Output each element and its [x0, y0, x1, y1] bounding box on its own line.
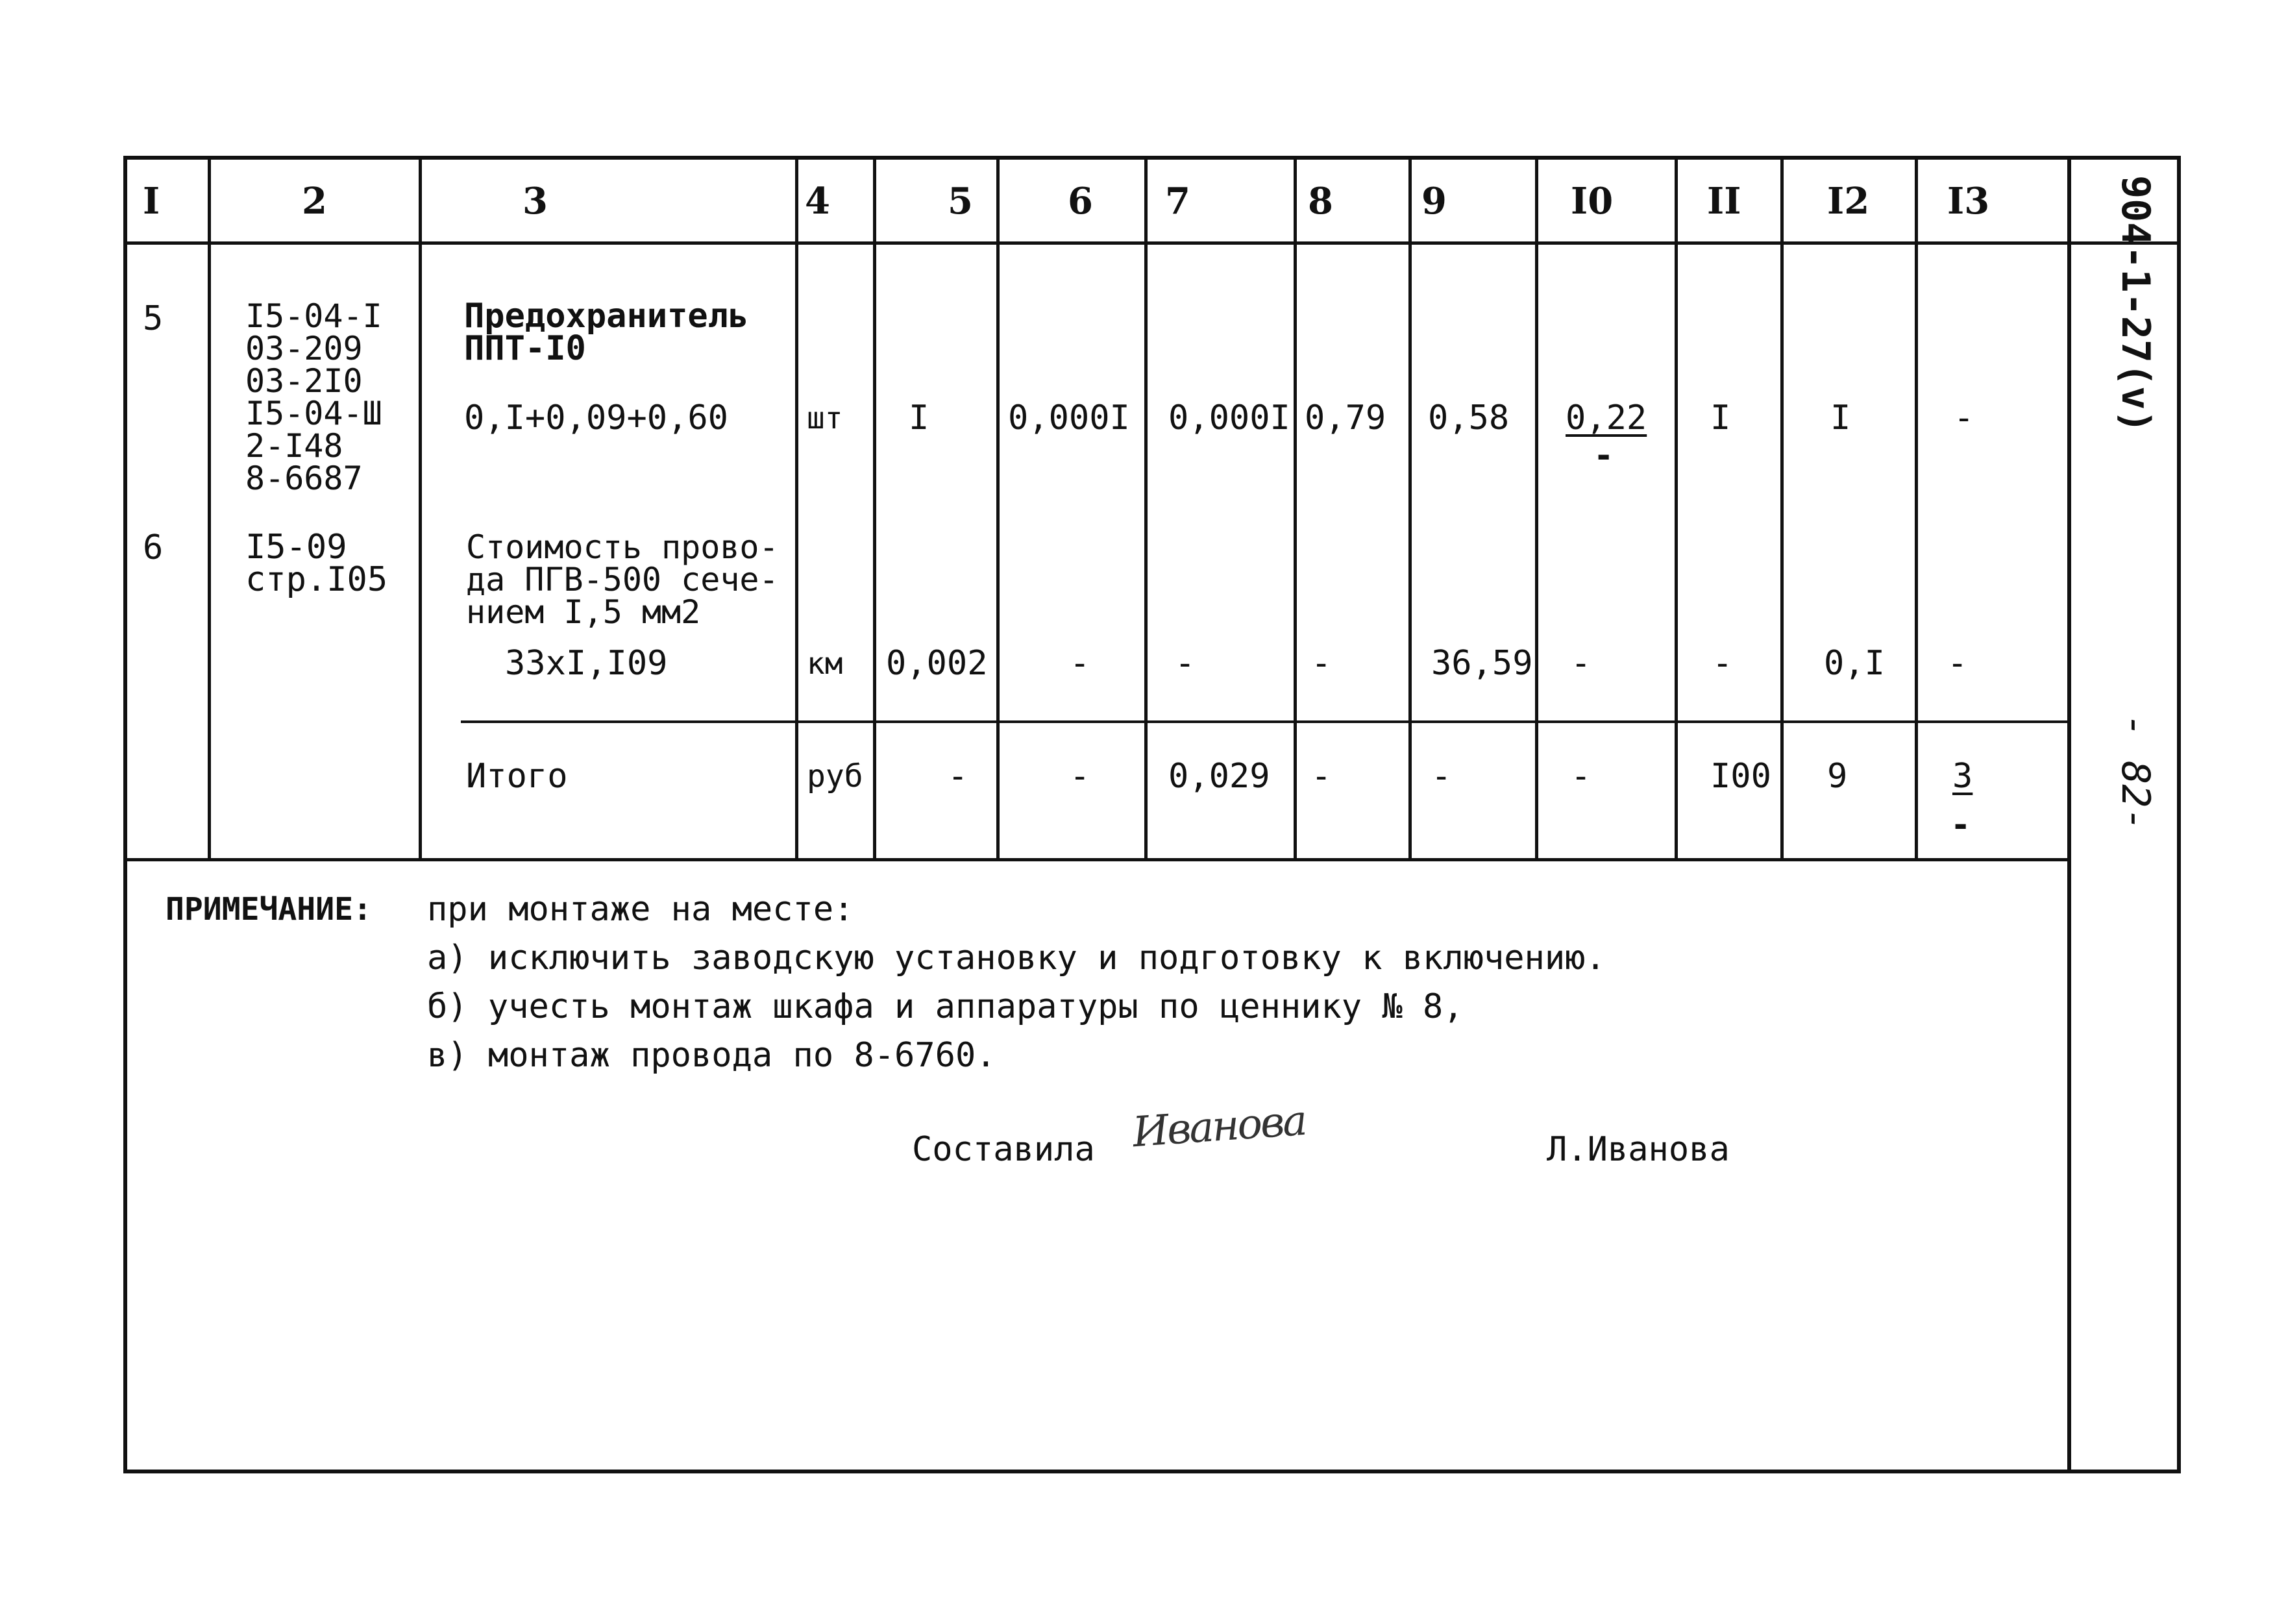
cell-c5: 0,002	[886, 644, 988, 683]
col-sep-11	[1780, 156, 1784, 860]
code-line: I5-04-Ш	[245, 395, 382, 432]
code-line: стр.I05	[245, 560, 388, 599]
header-divider	[123, 241, 2181, 245]
col-sep-7	[1294, 156, 1297, 860]
cell-c12: 0,I	[1824, 644, 1885, 683]
table-bottom-divider	[123, 858, 2071, 861]
cell-c10: -	[1571, 644, 1592, 683]
note-label: ПРИМЕЧАНИЕ:	[166, 891, 372, 928]
col-header-12: I2	[1827, 180, 1870, 223]
col-sep-1	[208, 156, 211, 860]
row-codes	[245, 528, 388, 599]
cell-c11: I	[1710, 399, 1731, 437]
row-unit: шт	[807, 400, 843, 436]
cell-c8: 0,79	[1305, 399, 1386, 437]
col-sep-12	[1915, 156, 1918, 860]
total-unit: руб	[807, 758, 863, 794]
cell-c7: -	[1175, 644, 1196, 683]
code-line: I5-04-I	[245, 297, 382, 335]
side-strip-sep	[2067, 156, 2071, 1473]
row-description	[464, 297, 749, 368]
total-c12: 9	[1827, 757, 1848, 796]
cell-c5: I	[909, 399, 929, 437]
col-sep-2	[419, 156, 422, 860]
col-header-3: 3	[522, 180, 548, 223]
total-c11: I00	[1710, 757, 1771, 796]
total-divider	[461, 720, 2071, 723]
cell-c10-under: -	[1593, 436, 1614, 475]
col-header-10: I0	[1571, 180, 1614, 223]
note-intro: при монтаже на месте:	[427, 890, 854, 929]
col-sep-10	[1675, 156, 1678, 860]
col-header-9: 9	[1421, 180, 1447, 223]
code-line: 8-6687	[245, 460, 363, 497]
cell-c7: 0,000I	[1168, 399, 1290, 437]
handwritten-signature: Иванова	[1131, 1096, 1307, 1157]
col-header-1: I	[143, 180, 160, 223]
code-line: 03-209	[245, 330, 363, 367]
col-sep-5	[996, 156, 1000, 860]
cell-c13: -	[1947, 644, 1968, 683]
col-sep-4	[873, 156, 876, 860]
total-c9: -	[1431, 757, 1452, 796]
col-header-5: 5	[948, 180, 973, 223]
desc-line: ППТ-I0	[464, 329, 586, 368]
col-header-8: 8	[1308, 180, 1333, 223]
cell-c9: 36,59	[1431, 644, 1533, 683]
total-c5: -	[948, 757, 968, 796]
note-item: а) исключить заводскую установку и подготовку к включению.	[427, 939, 1606, 978]
cell-c6: -	[1070, 644, 1090, 683]
row-unit: км	[807, 646, 843, 681]
cell-c12: I	[1830, 399, 1851, 437]
cell-c9: 0,58	[1428, 399, 1510, 437]
total-c13-under: -	[1950, 806, 1971, 844]
cell-c10: 0,22	[1566, 399, 1647, 437]
desc-line: да ПГВ-500 сече-	[466, 561, 779, 598]
note-item: б) учесть монтаж шкафа и аппаратуры по ценнику № 8,	[427, 987, 1464, 1026]
desc-line: Стоимость прово-	[466, 528, 779, 566]
document-code: 904-1-27(v)	[2113, 175, 2158, 434]
cell-c8: -	[1311, 644, 1332, 683]
code-line: 2-I48	[245, 427, 343, 465]
desc-line: нием I,5 мм2	[466, 593, 701, 631]
row-description	[466, 528, 779, 631]
page-number: - 82-	[2113, 714, 2158, 831]
total-c10: -	[1571, 757, 1592, 796]
cell-c13: -	[1954, 399, 1974, 437]
col-sep-9	[1535, 156, 1538, 860]
note-item: в) монтаж провода по 8-6760.	[427, 1036, 996, 1075]
total-label: Итого	[466, 757, 568, 796]
col-header-11: II	[1707, 180, 1741, 223]
code-line: 03-2I0	[245, 362, 363, 400]
col-header-7: 7	[1165, 180, 1190, 223]
row-number: 5	[143, 299, 164, 338]
signatory-name: Л.Иванова	[1547, 1130, 1730, 1169]
total-c7: 0,029	[1168, 757, 1270, 796]
col-sep-8	[1408, 156, 1412, 860]
col-header-4: 4	[805, 180, 830, 223]
row-formula: 0,I+0,09+0,60	[464, 399, 728, 437]
table-frame	[123, 156, 2181, 1473]
total-c6: -	[1070, 757, 1090, 796]
row-formula: 33xI,I09	[505, 644, 668, 683]
col-header-13: I3	[1947, 180, 1990, 223]
cell-c6: 0,000I	[1008, 399, 1130, 437]
desc-line: Предохранитель	[464, 297, 749, 336]
total-c13: 3	[1952, 757, 1973, 796]
code-line: I5-09	[245, 528, 347, 567]
signature-label: Составила	[912, 1130, 1095, 1169]
row-number: 6	[143, 528, 164, 567]
cell-c11: -	[1712, 644, 1733, 683]
row-codes	[245, 297, 382, 497]
col-sep-6	[1144, 156, 1148, 860]
total-c8: -	[1311, 757, 1332, 796]
col-header-2: 2	[302, 180, 327, 223]
col-sep-3	[795, 156, 798, 860]
col-header-6: 6	[1068, 180, 1093, 223]
